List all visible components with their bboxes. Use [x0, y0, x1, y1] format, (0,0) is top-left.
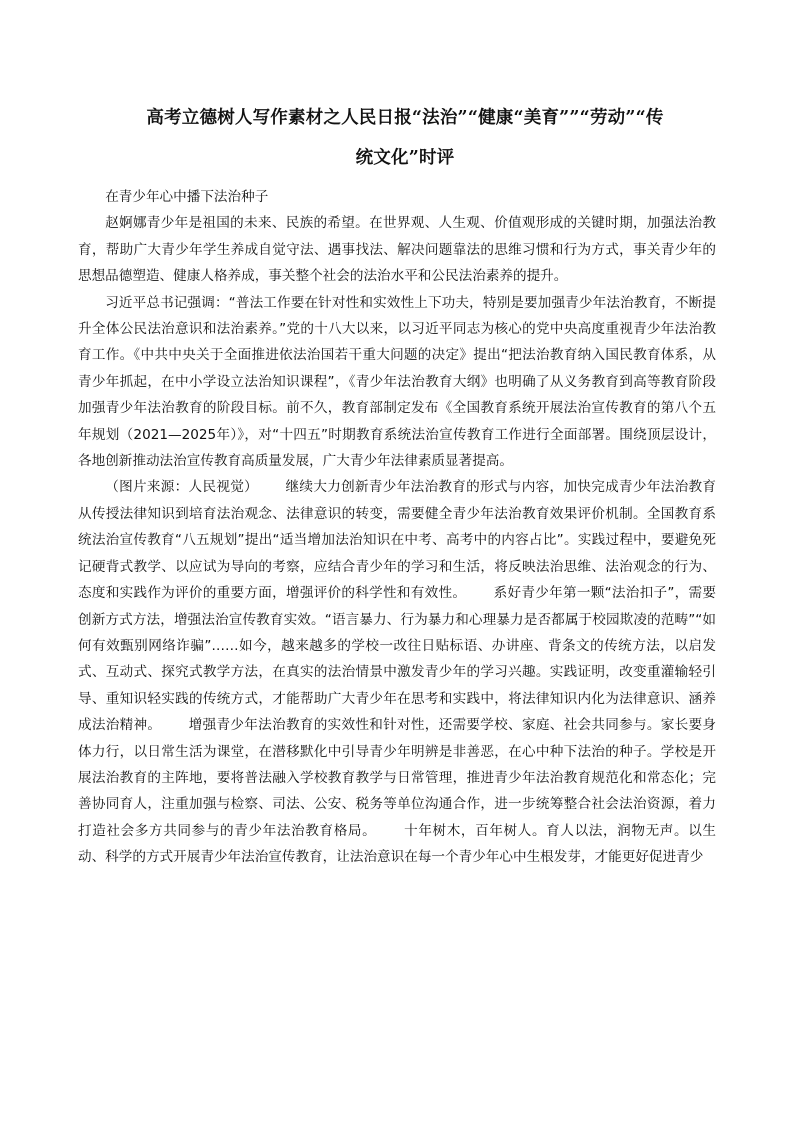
paragraph-intro: 赵婀娜青少年是祖国的未来、民族的希望。在世界观、人生观、价值观形成的关键时期，加强法治教育，帮助广大青少年学生养成自觉守法、遇事找法、解决问题靠法的思维习惯和行为方式，事关青少年的思想品德塑造、健康人格养成，事关整个社会的法治水平和公民法治素养的提升。 — [78, 215, 716, 285]
paragraph-policy: 习近平总书记强调：“普法工作要在针对性和实效性上下功夫，特别是要加强青少年法治教育，不断提升全体公民法治意识和法治素养。”党的十八大以来，以习近平同志为核心的党中央高度重视青少年法治教育工作。《中共中央关于全面推进依法治国若干重大问题的决定》提出“把法治教育纳入国民教育体系，从青少年抓起，在中小学设立法治知识课程”，《青少年法治教育大纲》也明确了从义务教育到高等教育阶段加强青少年法治教育的阶段目标。前不久，教育部制定发布《全国教育系统开展法治宣传教育的第八个五年规划（2021—2025年）》，对“十四五”时期教育系统法治宣传教育工作进行全面部署。围绕顶层设计，各地创新推动法治宣传教育高质量发展，广大青少年法律素质显著提高。 — [78, 294, 716, 470]
article-subheading: 在青少年心中播下法治种子 — [105, 189, 269, 205]
title-line-2: 统文化”时评 — [355, 148, 455, 168]
paragraph-cooperation: 增强青少年法治教育的实效性和针对性，还需要学校、家庭、社会共同参与。家长要身体力行，以日常生活为课堂，在潜移默化中引导青少年明辨是非善恶，在心中种下法治的种子。学校是开展法治教育的主阵地，要将普法融入学校教育教学与日常管理，推进青少年法治教育规范化和常态化；完善协同育人，注重加强与检察、司法、公安、税务等单位沟通合作，进一步统筹整合社会法治资源，着力打造社会多方共同参与的青少年法治教育格局。 — [78, 717, 717, 839]
article-body — [78, 184, 716, 871]
paragraph-combined — [78, 474, 716, 870]
paragraph-evaluation: 继续大力创新青少年法治教育的形式与内容，加快完成青少年法治教育从传授法律知识到培育法治观念、法律意识的转变，需要健全青少年法治教育效果评价机制。全国教育系统法治宣传教育“八五规划”提出“适当增加法治知识在中考、高考中的内容占比”。实践过程中，要避免死记硬背式教学、以应试为导向的考察，应结合青少年的学习和生活，将反映法治思维、法治观念的行为、态度和实践作为评价的重要方面，增强评价的科学性和有效性。 — [78, 479, 717, 602]
paragraph-conclusion: 十年树木，百年树人。育人以法，润物无声。以生动、科学的方式开展青少年法治宣传教育，让法治意识在每一个青少年心中生根发芽，才能更好促进青少 — [78, 822, 717, 866]
paragraph-methods: 系好青少年第一颗“法治扣子”，需要创新方式方法，增强法治宣传教育实效。“语言暴力、行为暴力和心理暴力是否都属于校园欺凌的范畴”“如何有效甄别网络诈骗”……如今，越来越多的学校一改往日贴标语、办讲座、背条文的传统方法，以启发式、互动式、探究式教学方法，在真实的法治情景中激发青少年的学习兴趣。实践证明，改变重灌输轻引导、重知识轻实践的传统方式，才能帮助广大青少年在思考和实践中，将法律知识内化为法律意识、涵养成法治精神。 — [78, 585, 717, 734]
title-line-1: 高考立德树人写作素材之人民日报“法治”“健康“美育””“劳动”“传 — [146, 108, 664, 128]
document-title — [90, 98, 720, 178]
image-source-caption: （图片来源：人民视觉） — [105, 479, 259, 496]
